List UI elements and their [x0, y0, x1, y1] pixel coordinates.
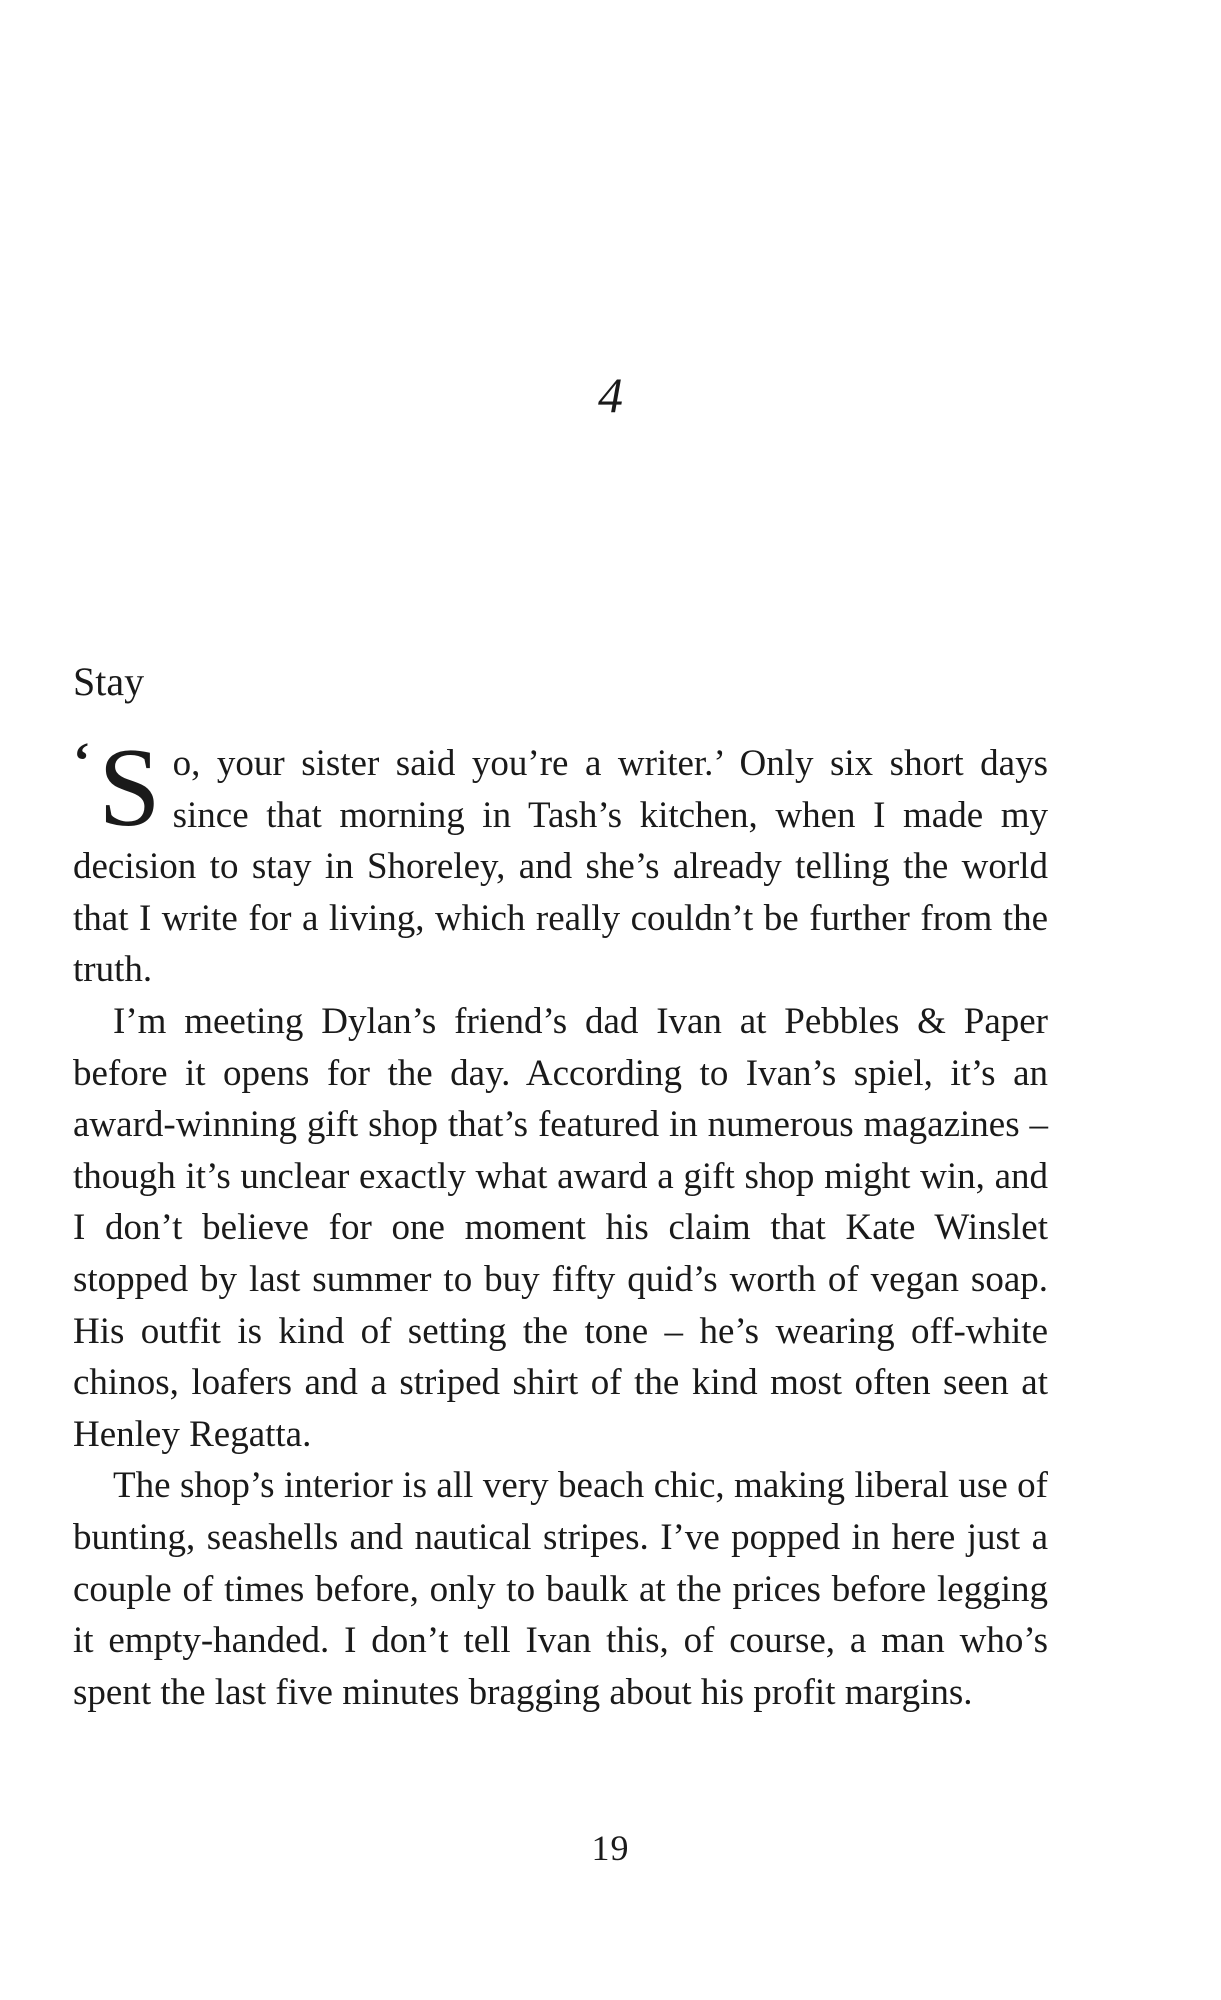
- drop-cap-quote: ‘: [73, 733, 91, 790]
- drop-cap: [73, 726, 161, 850]
- page-number: 19: [591, 1828, 630, 1868]
- paragraph-1-text: o, your sister said you’re a writer.’ Only six short days since that morning in Tash’s kitchen, when I made my decision to stay in Shoreley, and she’s already telling the world that I write for a living, which really couldn’t be further from the truth.: [73, 743, 1048, 991]
- paragraph-3: The shop’s interior is all very beach chic, making liberal use of bunting, seashells and nautical stripes. I’ve popped in here just a couple of times before, only to baulk at the prices before legging it empty-handed. I don’t tell Ivan this, of course, a man who’s spent the last five minutes bragging about his profit margins.: [73, 1465, 1048, 1713]
- body-text: [73, 726, 1048, 1718]
- drop-cap-letter: S: [98, 726, 161, 850]
- paragraph-1: [73, 726, 1048, 996]
- section-title: Stay: [73, 659, 145, 704]
- paragraph-2: I’m meeting Dylan’s friend’s dad Ivan at Pebbles & Paper before it opens for the day. According to Ivan’s spiel, it’s an award-winning gift shop that’s featured in numerous magazines – though it’s unclear exactly what award a gift shop might win, and I don’t believe for one moment his claim that Kate Winslet stopped by last summer to buy fifty quid’s worth of vegan soap. His outfit is kind of setting the tone – he’s wearing off-white chinos, loafers and a striped shirt of the kind most often seen at Henley Regatta.: [73, 1000, 1048, 1455]
- chapter-number: 4: [598, 367, 623, 423]
